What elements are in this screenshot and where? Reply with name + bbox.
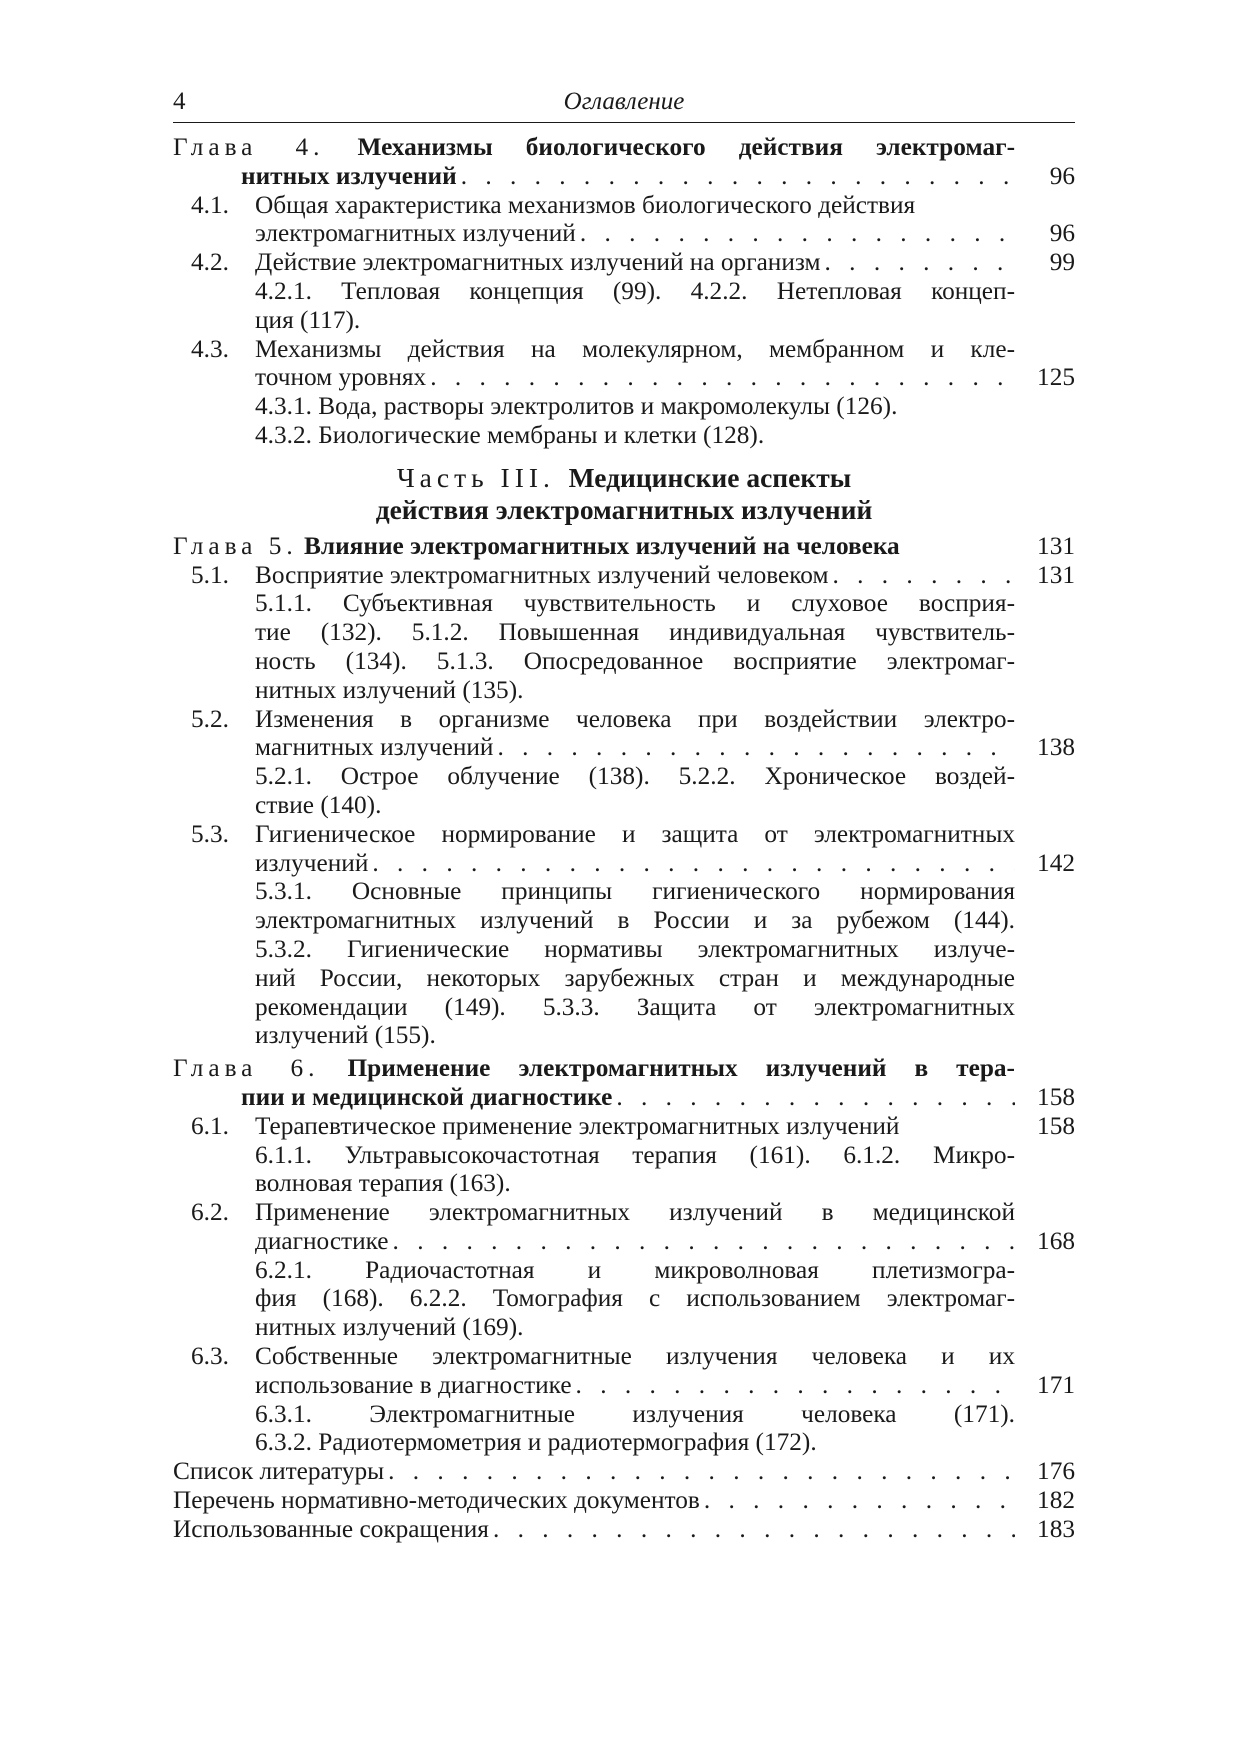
chapter-title: Применение электромагнитных излучений в тера- — [347, 1054, 1015, 1083]
subsection-list — [255, 1256, 1015, 1342]
toc-section-4-1[interactable] — [173, 191, 1075, 249]
toc-references[interactable] — [173, 1457, 1075, 1486]
section-title-line — [255, 561, 1015, 590]
section-title: Действие электромагнитных излучений на организм — [255, 248, 821, 277]
subsection-line: 6.3.2. Радиотермометрия и радиотермография (172). — [255, 1428, 817, 1457]
section-title-line — [255, 849, 1015, 878]
subsection-line: тие (132). 5.1.2. Повышенная индивидуальная чувствитель- — [255, 618, 1015, 647]
leader-dots — [497, 733, 1015, 762]
toc-chapter-4[interactable] — [173, 133, 1075, 191]
section-title: точном уровнях — [255, 363, 427, 392]
part-heading-line — [173, 494, 1075, 526]
entry-title: Использованные сокращения — [173, 1514, 489, 1543]
toc-chapter-5[interactable] — [173, 532, 1075, 561]
subsection-line: ний России, некоторых зарубежных стран и международные — [255, 963, 1015, 992]
page-ref: 125 — [1037, 363, 1075, 392]
toc-section-4-3[interactable] — [173, 335, 1075, 393]
page-ref: 131 — [1037, 560, 1075, 589]
section-number: 6.3. — [191, 1342, 229, 1371]
section-number: 5.1. — [191, 560, 229, 589]
toc-section-5-2[interactable] — [173, 705, 1075, 763]
page-ref: 182 — [1037, 1486, 1075, 1515]
section-title: электромагнитных излучений — [255, 219, 576, 248]
page-ref: 168 — [1037, 1226, 1075, 1255]
subsection-line: 5.3.2. Гигиенические нормативы электромагнитных излуче- — [255, 934, 1015, 963]
leader-dots — [832, 561, 1015, 590]
page-ref: 183 — [1037, 1514, 1075, 1543]
toc-section-6-1[interactable] — [173, 1112, 1075, 1141]
leader-dots — [393, 1227, 1015, 1256]
chapter-heading-line — [173, 133, 1015, 162]
subsection-line: нитных излучений (169). — [255, 1313, 524, 1342]
page-ref: 171 — [1037, 1370, 1075, 1399]
chapter-label: Глава 6. — [173, 1054, 320, 1083]
toc-regulatory-documents[interactable] — [173, 1486, 1075, 1515]
section-number: 6.1. — [191, 1111, 229, 1140]
toc-section-5-3[interactable] — [173, 820, 1075, 878]
chapter-heading-line — [173, 1054, 1015, 1083]
subsection-line: фия (168). 6.2.2. Томография с использованием электромаг- — [255, 1284, 1015, 1313]
subsection-list — [255, 392, 1015, 450]
toc-section-6-2[interactable] — [173, 1198, 1075, 1256]
subsection-list — [255, 877, 1015, 1050]
subsection-line: 5.2.1. Острое облучение (138). 5.2.2. Хроническое воздей- — [255, 762, 1015, 791]
section-number: 4.3. — [191, 334, 229, 363]
section-number: 4.2. — [191, 248, 229, 277]
chapter-title-line — [173, 162, 1015, 191]
subsection-line: рекомендации (149). 5.3.3. Защита от электромагнитных — [255, 992, 1015, 1021]
subsection-line: ствие (140). — [255, 790, 382, 819]
section-title-line — [255, 219, 1015, 248]
toc-section-4-2[interactable] — [173, 248, 1075, 277]
entry-title-line — [173, 1515, 1015, 1544]
table-of-contents — [173, 133, 1075, 1544]
section-title: излучений — [255, 848, 369, 877]
page-ref: 131 — [1037, 531, 1075, 560]
section-title: Изменения в организме человека при воздействии электро- — [255, 704, 1015, 733]
chapter-title: пии и медицинской диагностике — [241, 1082, 613, 1111]
page-ref: 176 — [1037, 1457, 1075, 1486]
section-title: использование в диагностике — [255, 1370, 572, 1399]
toc-chapter-6[interactable] — [173, 1054, 1075, 1112]
leader-dots — [825, 248, 1015, 277]
section-number: 5.2. — [191, 704, 229, 733]
part-label: Часть III. — [396, 461, 555, 493]
subsection-line: ность (134). 5.1.3. Опосредованное восприятие электромаг- — [255, 646, 1015, 675]
entry-title-line — [173, 1457, 1015, 1486]
leader-dots — [580, 219, 1015, 248]
subsection-line: 6.2.1. Радиочастотная и микроволновая плетизмогра- — [255, 1255, 1015, 1284]
subsection-line: 4.2.1. Тепловая концепция (99). 4.2.2. Нетепловая концеп- — [255, 276, 1015, 305]
section-title-line — [255, 248, 1015, 277]
part-title: действия электромагнитных излучений — [375, 493, 873, 525]
running-head — [173, 86, 1075, 123]
page-ref: 99 — [1049, 248, 1075, 277]
part-heading-line — [173, 462, 1075, 494]
chapter-title: нитных излучений — [241, 161, 457, 190]
toc-abbreviations[interactable] — [173, 1515, 1075, 1544]
chapter-label: Глава 4. — [173, 133, 325, 161]
section-title: Собственные электромагнитные излучения человека и их — [255, 1342, 1015, 1371]
subsection-list — [255, 589, 1015, 704]
section-title-line — [255, 733, 1015, 762]
section-title: Применение электромагнитных излучений в медицинской — [255, 1198, 1015, 1227]
leader-dots — [372, 849, 1015, 878]
subsection-line: волновая терапия (163). — [255, 1169, 511, 1198]
section-title: Восприятие электромагнитных излучений человеком — [255, 560, 829, 589]
entry-title: Перечень нормативно-методических документов — [173, 1486, 700, 1515]
section-title-line — [255, 1227, 1015, 1256]
toc-section-5-1[interactable] — [173, 561, 1075, 590]
page-number: 4 — [173, 88, 186, 115]
section-number: 4.1. — [191, 190, 229, 219]
page-ref: 138 — [1037, 733, 1075, 762]
section-title: Общая характеристика механизмов биологического действия — [255, 190, 916, 219]
leader-dots — [493, 1515, 1015, 1544]
page-ref: 158 — [1037, 1111, 1075, 1140]
toc-section-6-3[interactable] — [173, 1342, 1075, 1400]
page-ref: 142 — [1037, 848, 1075, 877]
subsection-line: 5.1.1. Субъективная чувствительность и слуховое восприя- — [255, 589, 1015, 618]
subsection-list — [255, 1141, 1015, 1199]
page-ref: 158 — [1037, 1082, 1075, 1111]
part-title: Медицинские аспекты — [568, 461, 852, 493]
subsection-list — [255, 1400, 1015, 1458]
chapter-title: Влияние электромагнитных излучений на человека — [304, 531, 900, 560]
part-heading — [173, 462, 1075, 526]
leader-dots — [430, 363, 1015, 392]
subsection-line: излучений (155). — [255, 1021, 436, 1050]
page-ref: 96 — [1049, 219, 1075, 248]
section-number: 5.3. — [191, 819, 229, 848]
chapter-label: Глава 5. — [173, 531, 298, 560]
chapter-title-line — [173, 1083, 1015, 1112]
page — [173, 86, 1075, 1544]
chapter-title: Механизмы биологического действия электромаг- — [357, 133, 1015, 161]
subsection-line: ция (117). — [255, 305, 361, 334]
leader-dots — [704, 1486, 1015, 1515]
section-title: Гигиеническое нормирование и защита от электромагнитных — [255, 819, 1015, 848]
subsection-line: 5.3.1. Основные принципы гигиенического нормирования — [255, 877, 1015, 906]
entry-title: Список литературы — [173, 1457, 385, 1486]
subsection-line: 6.3.1. Электромагнитные излучения человека (171). — [255, 1399, 1015, 1428]
leader-dots — [461, 162, 1015, 191]
leader-dots — [616, 1083, 1015, 1112]
section-title-line — [255, 1371, 1015, 1400]
running-title: Оглавление — [563, 88, 685, 115]
section-title: Механизмы действия на молекулярном, мембранном и кле- — [255, 334, 1015, 363]
leader-dots — [388, 1457, 1015, 1486]
subsection-line: 4.3.1. Вода, растворы электролитов и макромолекулы (126). — [255, 392, 898, 421]
subsection-list — [255, 762, 1015, 820]
leader-dots — [576, 1371, 1015, 1400]
page-ref: 96 — [1049, 161, 1075, 190]
chapter-heading-line — [173, 532, 1015, 561]
section-title: магнитных излучений — [255, 733, 494, 762]
subsection-line: 4.3.2. Биологические мембраны и клетки (128). — [255, 420, 765, 449]
subsection-line: электромагнитных излучений в России и за рубежом (144). — [255, 906, 1015, 935]
section-title: диагностике — [255, 1226, 389, 1255]
entry-title-line — [173, 1486, 1015, 1515]
section-title-line — [255, 363, 1015, 392]
section-number: 6.2. — [191, 1198, 229, 1227]
subsection-list — [255, 277, 1015, 335]
section-title: Терапевтическое применение электромагнитных излучений — [255, 1111, 900, 1140]
subsection-line: 6.1.1. Ультравысокочастотная терапия (161). 6.1.2. Микро- — [255, 1140, 1015, 1169]
subsection-line: нитных излучений (135). — [255, 675, 524, 704]
